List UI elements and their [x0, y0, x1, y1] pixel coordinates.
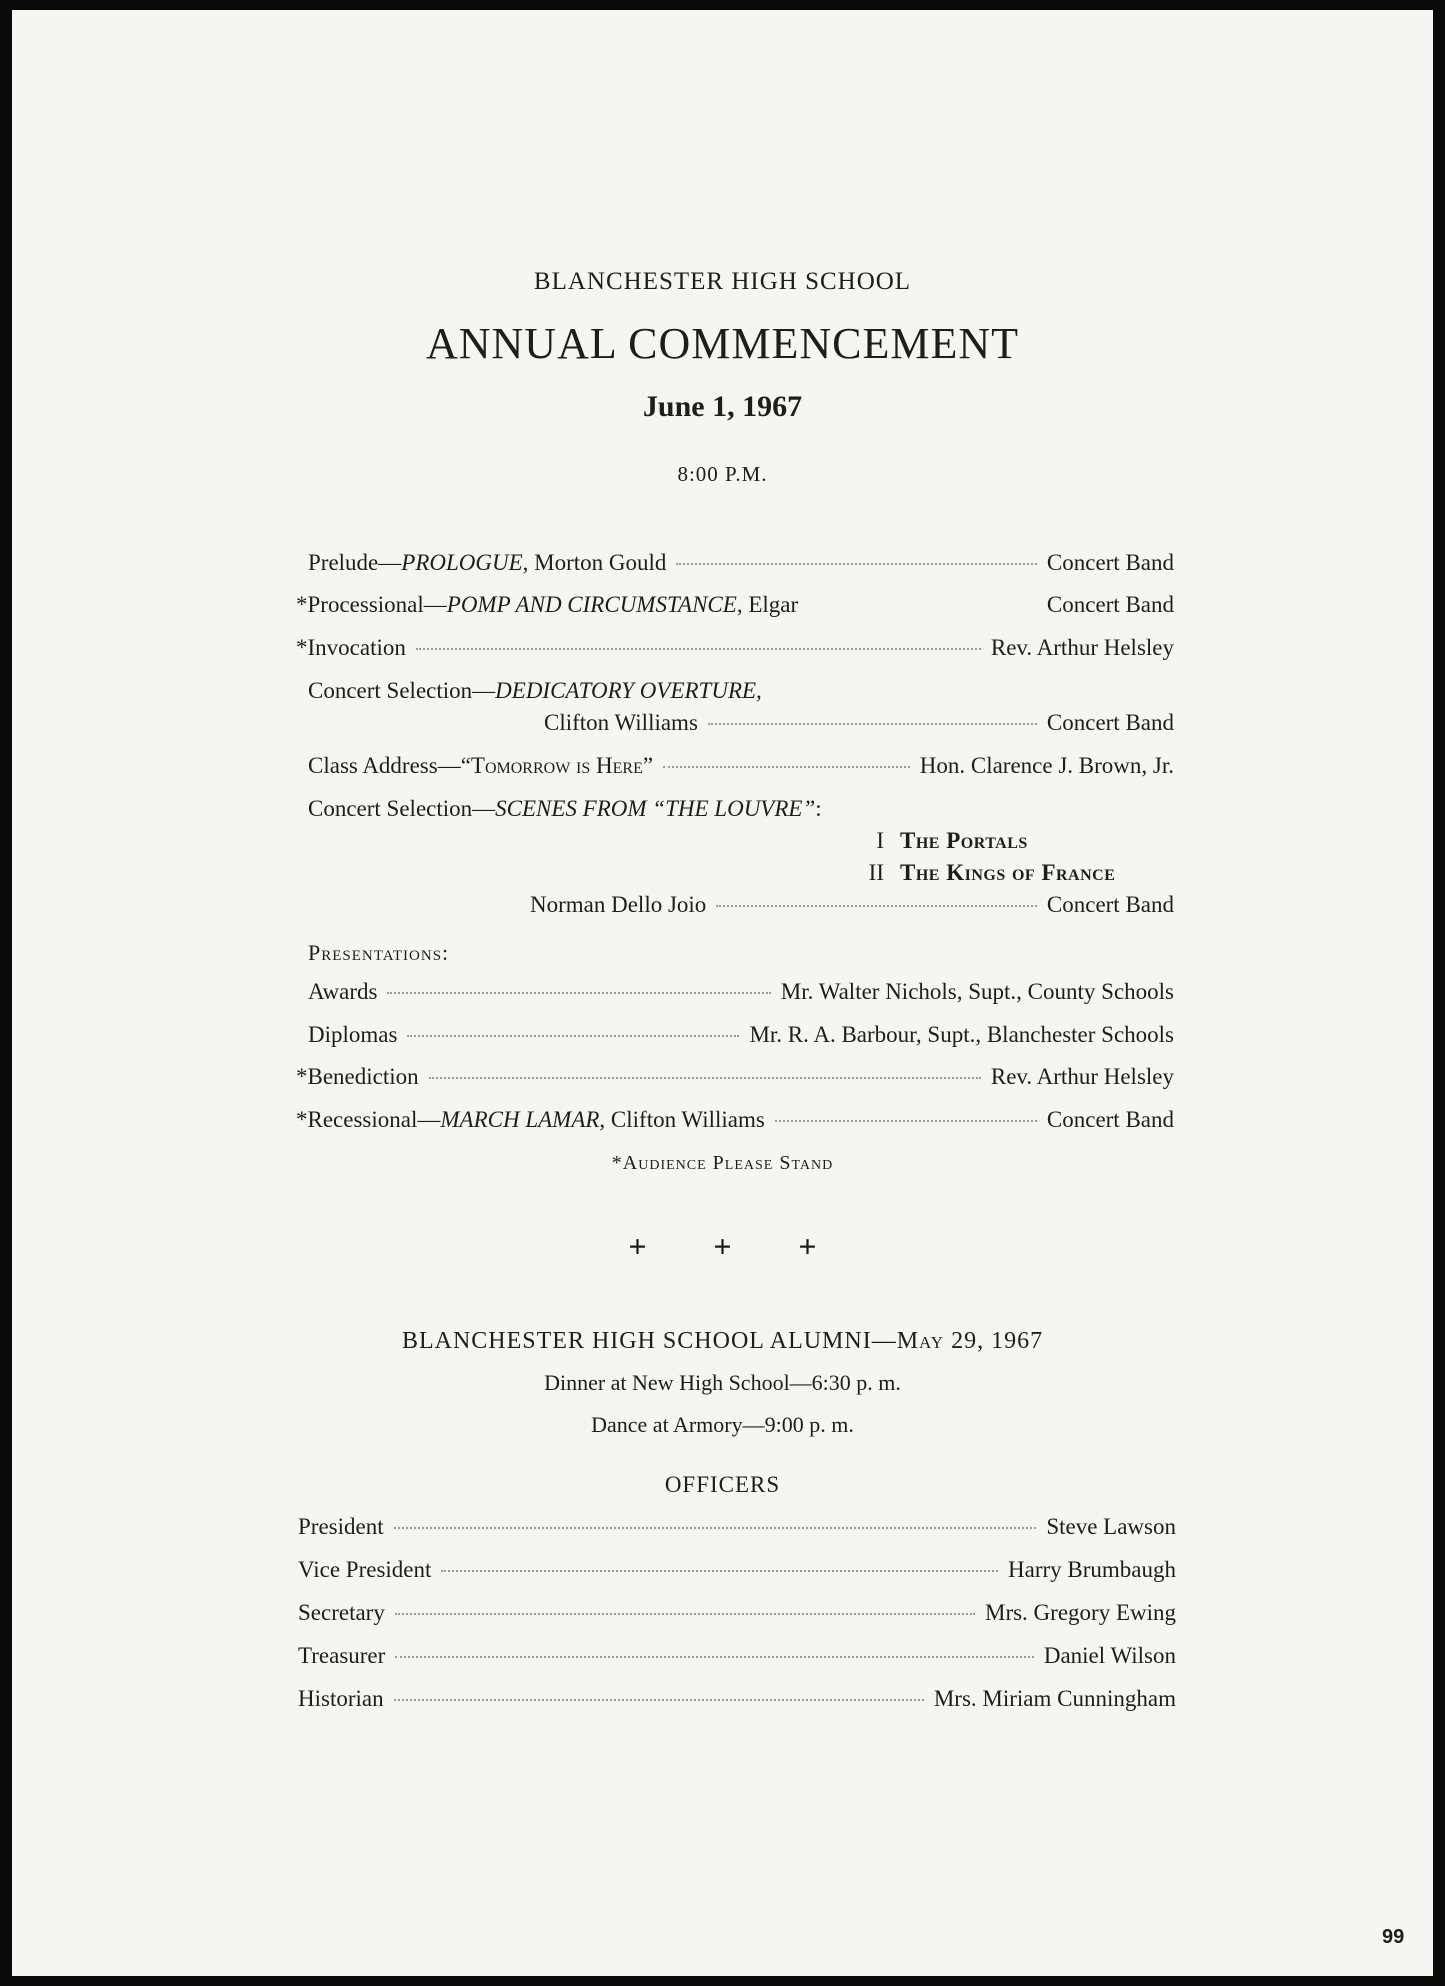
- item-composer: , Clifton Williams: [599, 1107, 765, 1132]
- program-item-processional: [296, 592, 1174, 618]
- item-speaker: Hon. Clarence J. Brown, Jr.: [919, 753, 1174, 778]
- item-composer: Norman Dello Joio: [530, 892, 707, 917]
- alumni-dance: Dance at Armory—9:00 p. m.: [591, 1412, 854, 1437]
- item-label: Diplomas: [308, 1022, 398, 1047]
- dot-leader: [394, 1527, 1037, 1529]
- item-performer: Rev. Arthur Helsley: [990, 1064, 1174, 1089]
- item-work: POMP AND CIRCUMSTANCE: [446, 592, 737, 617]
- item-composer: Clifton Williams: [544, 710, 698, 735]
- item-performer: Concert Band: [1046, 550, 1174, 575]
- officer-row: [298, 1557, 1176, 1583]
- item-label: *Recessional—: [296, 1107, 441, 1132]
- program-item-invocation: [296, 635, 1174, 661]
- dot-leader: [676, 563, 1036, 565]
- audience-stand-note: *Audience Please Stand: [611, 1152, 834, 1174]
- presentations-heading: Presentations:: [308, 940, 450, 965]
- item-composer: , Elgar: [736, 592, 799, 617]
- item-composer: , Morton Gould: [522, 550, 667, 575]
- dot-leader: [808, 605, 1037, 607]
- item-address-title: “Tomorrow is Here”: [460, 753, 654, 778]
- dot-leader: [394, 1699, 924, 1701]
- alumni-title-month: May: [896, 1328, 945, 1354]
- movement-2: [846, 860, 1115, 886]
- dot-leader: [441, 1570, 998, 1572]
- officer-role: President: [298, 1514, 384, 1539]
- program-item-class-address: [308, 753, 1174, 779]
- item-presenter: Mr. Walter Nichols, Supt., County Schools: [780, 979, 1174, 1004]
- ornament-divider: [12, 1228, 1433, 1265]
- event-date: June 1, 1967: [642, 390, 803, 423]
- program-item-diplomas: [308, 1022, 1174, 1048]
- item-performer: Concert Band: [1046, 892, 1174, 917]
- program-item-prelude: [308, 550, 1174, 576]
- item-work: PROLOGUE: [401, 550, 523, 575]
- item-presenter: Mr. R. A. Barbour, Supt., Blanchester Schools: [749, 1022, 1174, 1047]
- item-work: DEDICATORY OVERTURE,: [495, 678, 762, 703]
- program-item-awards: [308, 979, 1174, 1005]
- program-item-concert-selection-1-composer: [544, 710, 1174, 736]
- item-label: Concert Selection—: [308, 796, 496, 821]
- officer-name: Mrs. Miriam Cunningham: [933, 1686, 1176, 1711]
- program-item-concert-selection-1: [308, 678, 1174, 704]
- movement-number: I: [876, 828, 884, 853]
- alumni-title: [12, 1328, 1433, 1355]
- dot-leader: [775, 1120, 1037, 1122]
- dot-leader: [663, 766, 910, 768]
- dot-leader: [416, 648, 981, 650]
- item-work: MARCH LAMAR: [440, 1107, 600, 1132]
- officer-row: [298, 1643, 1176, 1669]
- movement-number: II: [868, 860, 884, 885]
- officer-role: Secretary: [298, 1600, 385, 1625]
- item-performer: Rev. Arthur Helsley: [990, 635, 1174, 660]
- item-performer: Concert Band: [1046, 592, 1174, 617]
- movement-name: The Portals: [900, 828, 1028, 853]
- item-label: Awards: [308, 979, 378, 1004]
- cross-ornament-icon: +: [713, 1228, 732, 1264]
- officer-row: [298, 1600, 1176, 1626]
- movement-name: The Kings of France: [900, 860, 1116, 885]
- school-name: BLANCHESTER HIGH SCHOOL: [533, 268, 912, 295]
- alumni-title-date: 29, 1967: [944, 1328, 1044, 1354]
- dot-leader: [407, 1035, 739, 1037]
- program-page: [12, 10, 1433, 1976]
- officers-heading: OFFICERS: [664, 1472, 781, 1497]
- item-label: *Benediction: [296, 1064, 419, 1089]
- item-label: Prelude—: [308, 550, 402, 575]
- cross-ornament-icon: +: [628, 1228, 647, 1264]
- dot-leader: [429, 1077, 981, 1079]
- officer-row: [298, 1686, 1176, 1712]
- item-work: SCENES FROM “THE LOUVRE”: [495, 796, 816, 821]
- page-title: ANNUAL COMMENCEMENT: [425, 319, 1020, 368]
- officer-name: Steve Lawson: [1046, 1514, 1176, 1539]
- officer-name: Harry Brumbaugh: [1008, 1557, 1176, 1582]
- program-item-benediction: [296, 1064, 1174, 1090]
- cross-ornament-icon: +: [798, 1228, 817, 1264]
- movement-1: [846, 828, 1028, 854]
- item-label: Concert Selection—: [308, 678, 496, 703]
- item-label: *Processional—: [296, 592, 447, 617]
- officer-role: Historian: [298, 1686, 384, 1711]
- officer-role: Treasurer: [298, 1643, 386, 1668]
- item-label: Class Address—: [308, 753, 461, 778]
- dot-leader: [395, 1613, 975, 1615]
- dot-leader: [708, 723, 1037, 725]
- item-label: *Invocation: [296, 635, 406, 660]
- officer-role: Vice President: [298, 1557, 432, 1582]
- officer-name: Mrs. Gregory Ewing: [985, 1600, 1176, 1625]
- alumni-title-main: BLANCHESTER HIGH SCHOOL ALUMNI—: [401, 1328, 897, 1354]
- program-item-concert-selection-2: [308, 796, 1174, 822]
- officer-name: Daniel Wilson: [1043, 1643, 1176, 1668]
- dot-leader: [395, 1656, 1034, 1658]
- officer-row: [298, 1514, 1176, 1540]
- alumni-dinner: Dinner at New High School—6:30 p. m.: [544, 1370, 901, 1395]
- dot-leader: [387, 992, 770, 994]
- program-item-concert-selection-2-composer: [530, 892, 1174, 918]
- item-performer: Concert Band: [1046, 1107, 1174, 1132]
- item-colon: :: [815, 796, 822, 821]
- dot-leader: [716, 905, 1037, 907]
- event-time: 8:00 P.M.: [677, 462, 768, 486]
- page-number: 99: [1382, 1926, 1405, 1948]
- program-item-recessional: [296, 1107, 1174, 1133]
- item-performer: Concert Band: [1046, 710, 1174, 735]
